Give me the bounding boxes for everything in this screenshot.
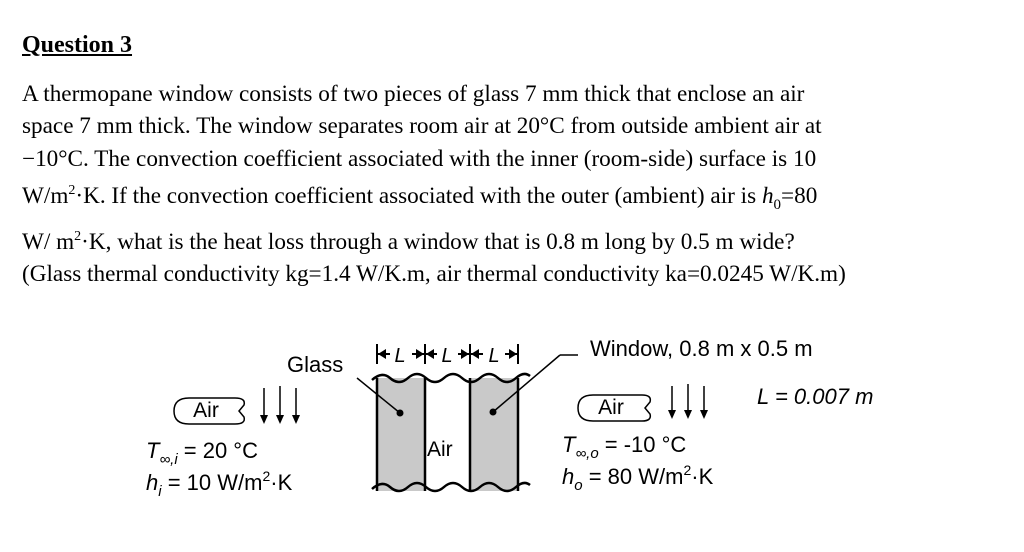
air-gap-label: Air	[427, 438, 453, 461]
outside-temperature	[562, 432, 686, 462]
inside-temperature	[146, 438, 258, 468]
unit-text: W/m	[22, 182, 69, 209]
question-line-1: A thermopane window consists of two pieces of glass 7 mm thick that enclose an air	[22, 81, 805, 107]
thickness-value: L = 0.007 m	[757, 384, 874, 409]
window-label: Window, 0.8 m x 0.5 m	[590, 336, 813, 361]
inside-air-label: Air	[193, 399, 219, 422]
question-line-2: space 7 mm thick. The window separates room air at 20°C from outside ambient air at	[22, 113, 822, 140]
symbol-h: h	[562, 464, 575, 489]
symbol-h: h	[761, 182, 774, 209]
unit-text: ·K	[270, 470, 293, 495]
value-text: = -10 °C	[598, 432, 687, 457]
question-title: Question 3	[22, 32, 133, 58]
symbol-t: T	[146, 438, 160, 463]
value-text: =80	[781, 182, 818, 209]
question-line-6: (Glass thermal conductivity kg=1.4 W/K.m, air thermal conductivity ka=0.0245 W/K.m)	[22, 261, 846, 288]
symbol-h: h	[146, 470, 159, 495]
glass-pane-left	[377, 378, 425, 491]
value-text: = 10 W/m	[161, 470, 263, 495]
subscript: ∞,o	[575, 445, 599, 462]
subscript: o	[574, 477, 583, 494]
subscript: ∞,i	[159, 451, 178, 468]
unit-text: W/ m	[22, 229, 75, 256]
sentence-text: ·K, what is the heat loss through a window that is 0.8 m long by 0.5 m wide?	[81, 229, 795, 256]
superscript: 2	[68, 182, 76, 198]
outside-convection	[562, 462, 713, 494]
dim-label-2: L	[441, 345, 453, 367]
break-line-top	[372, 374, 530, 382]
superscript: 2	[683, 462, 692, 478]
dim-label-1: L	[394, 345, 406, 367]
value-text: = 20 °C	[177, 438, 258, 463]
subscript: 0	[773, 196, 782, 213]
glass-label: Glass	[287, 352, 344, 377]
question-line-3: −10°C. The convection coefficient associated with the inner (room-side) surface is 10	[22, 145, 817, 172]
dim-label-3: L	[488, 345, 500, 367]
glass-pane-right	[470, 378, 518, 491]
symbol-t: T	[562, 432, 576, 457]
inside-convection	[146, 468, 292, 500]
inside-flow-arrows	[264, 386, 296, 419]
sentence-text: ·K. If the convection coefficient associated with the outer (ambient) air is	[75, 182, 762, 209]
unit-text: ·K	[691, 464, 714, 489]
outside-flow-arrows	[672, 384, 704, 414]
thickness-label	[757, 384, 873, 410]
outside-air-label: Air	[598, 396, 624, 419]
superscript: 2	[74, 229, 82, 245]
superscript: 2	[262, 468, 271, 484]
subscript: i	[158, 483, 162, 500]
value-text: = 80 W/m	[582, 464, 684, 489]
